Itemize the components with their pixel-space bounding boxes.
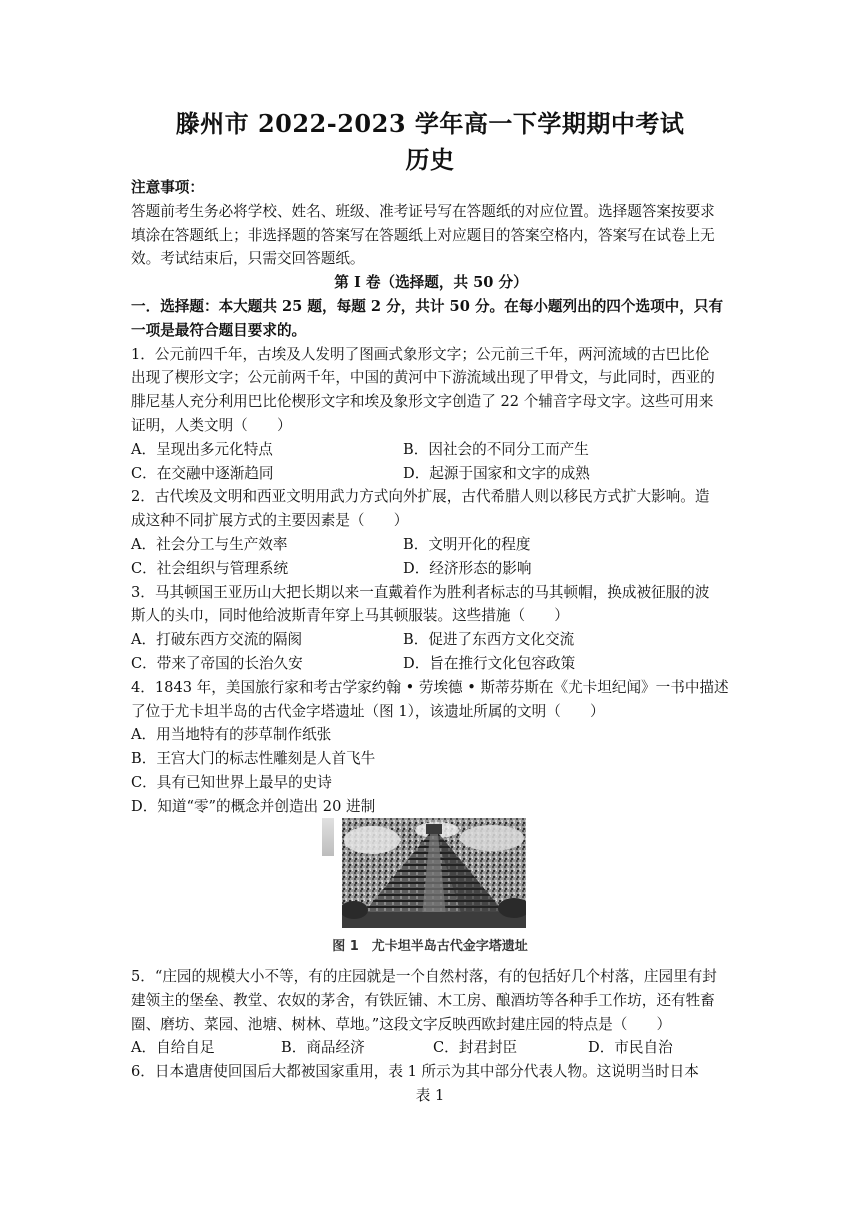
question-1-options-row	[131, 462, 731, 486]
question-4-option-c: C．具有已知世界上最早的史诗	[131, 773, 332, 791]
question-1-line: 出现了楔形文字；公元前两千年，中国的黄河中下游流域出现了甲骨文，与此同时，西亚的	[131, 369, 715, 387]
question-4-option-d: D．知道“零”的概念并创造出 20 进制	[131, 797, 376, 815]
question-6-line: 6．日本遣唐使回国后大都被国家重用，表 1 所示为其中部分代表人物。这说明当时日本	[131, 1063, 699, 1081]
question-1-option-b: B．因社会的不同分工而产生	[403, 440, 589, 458]
part1-instruction: 一．选择题：本大题共 25 题，每题 2 分，共计 50 分。在每小题列出的四个选项中，只有	[131, 297, 724, 315]
question-2-option-a: A．社会分工与生产效率	[131, 535, 288, 553]
question-2-options-row	[131, 557, 731, 581]
question-5-line: 建领主的堡垒、教堂、农奴的茅舍，有铁匠铺、木工房、酿酒坊等各种手工作坊，还有牲畜	[131, 991, 715, 1009]
question-3-options-row	[131, 628, 731, 652]
question-4-option-b: B．王宫大门的标志性雕刻是人首飞牛	[131, 750, 376, 768]
notice-line: 答题前考生务必将学校、姓名、班级、准考证号写在答题纸的对应位置。选择题答案按要求	[131, 202, 715, 220]
table-1-label: 表 1	[415, 1087, 445, 1104]
part1-title: 第 I 卷（选择题，共 50 分）	[334, 274, 528, 292]
question-2-option-d: D．经济形态的影响	[403, 559, 532, 577]
figure-edge-decoration	[322, 818, 334, 856]
question-3-option-d: D．旨在推行文化包容政策	[403, 654, 576, 672]
question-1-line: 1．公元前四千年，古埃及人发明了图画式象形文字；公元前三千年，两河流域的古巴比伦	[131, 345, 710, 363]
question-4-line: 4．1843 年，美国旅行家和考古学家约翰 • 劳埃德 • 斯蒂芬斯在《尤卡坦纪闻》一书中描述	[131, 678, 729, 696]
question-5-option-c: C．封君封臣	[433, 1039, 518, 1057]
question-3-option-c: C．带来了帝国的长治久安	[131, 654, 303, 672]
notice-line: 效。考试结束后，只需交回答题纸。	[131, 250, 365, 268]
question-4-line: 了位于尤卡坦半岛的古代金字塔遗址（图 1），该遗址所属的文明（ ）	[131, 702, 605, 720]
notice-line: 填涂在答题纸上；非选择题的答案写在答题纸上对应题目的答案空格内，答案写在试卷上无	[131, 226, 715, 244]
question-1-line: 证明，人类文明（ ）	[131, 416, 292, 434]
question-1-options-row	[131, 438, 731, 462]
question-2-option-b: B．文明开化的程度	[403, 535, 531, 553]
question-3-line: 斯人的头巾，同时他给波斯青年穿上马其顿服装。这些措施（ ）	[131, 607, 569, 625]
pyramid-photo-icon	[342, 818, 526, 928]
question-1-option-c: C．在交融中逐渐趋同	[131, 464, 274, 482]
exam-body-upper	[131, 176, 731, 819]
question-3-line: 3．马其顿国王亚历山大把长期以来一直戴着作为胜利者标志的马其顿帽，换成被征服的波	[131, 583, 710, 601]
question-5-line: 5．“庄园的规模大小不等，有的庄园就是一个自然村落，有的包括好几个村落，庄园里有封	[131, 968, 717, 985]
part1-instruction: 一项是最符合题目要求的。	[131, 321, 307, 339]
question-3-option-b: B．促进了东西方文化交流	[403, 631, 575, 649]
question-5-option-b: B．商品经济	[281, 1039, 365, 1057]
figure-1-caption: 图 1 尤卡坦半岛古代金字塔遗址	[332, 939, 528, 954]
question-1-option-a: A．呈现出多元化特点	[131, 440, 273, 458]
question-2-line: 成这种不同扩展方式的主要因素是（ ）	[131, 512, 409, 530]
question-3-option-a: A．打破东西方交流的隔阂	[131, 631, 303, 649]
question-3-options-row	[131, 652, 731, 676]
question-5-option-a: A．自给自足	[131, 1039, 215, 1057]
question-1-option-d: D．起源于国家和文字的成熟	[403, 464, 590, 482]
question-1-line: 腓尼基人充分利用巴比伦楔形文字和埃及象形文字创造了 22 个辅音字母文字。这些可用来	[131, 393, 714, 411]
question-2-option-c: C．社会组织与管理系统	[131, 559, 289, 577]
exam-subject: 历史	[405, 145, 455, 174]
question-5-options-row	[131, 1036, 731, 1060]
question-5-option-d: D．市民自治	[588, 1039, 673, 1057]
notice-heading: 注意事项：	[131, 179, 204, 196]
question-4-option-a: A．用当地特有的莎草制作纸张	[131, 726, 332, 744]
exam-title: 滕州市 2022-2023 学年高一下学期期中考试	[175, 109, 685, 138]
question-2-line: 2．古代埃及文明和西亚文明用武力方式向外扩展，古代希腊人则以移民方式扩大影响。造	[131, 488, 710, 506]
question-5-line: 圈、磨坊、菜园、池塘、树林、草地。”这段文字反映西欧封建庄园的特点是（ ）	[131, 1015, 672, 1033]
exam-body-lower	[131, 965, 731, 1084]
question-2-options-row	[131, 533, 731, 557]
